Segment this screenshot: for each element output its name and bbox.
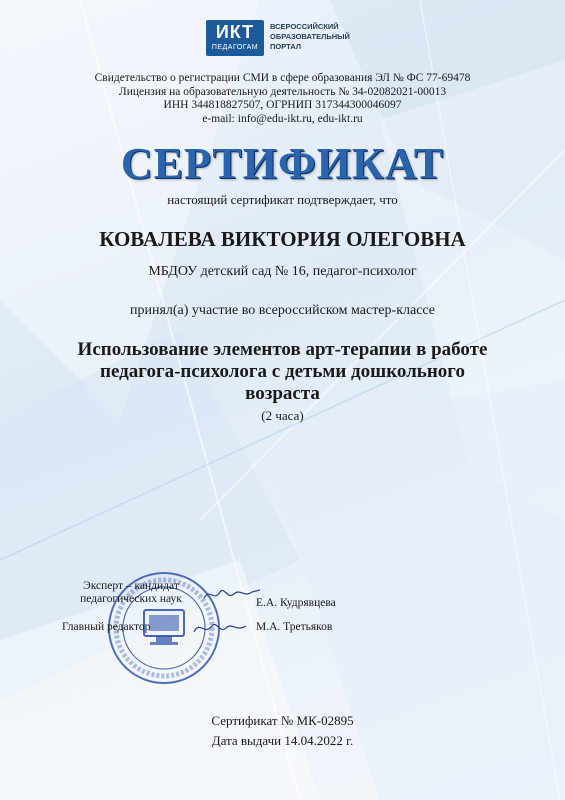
portal-name-line: ПОРТАЛ — [270, 42, 302, 51]
certificate-number: Сертификат № МК-02895 — [211, 713, 354, 728]
portal-name-line: ОБРАЗОВАТЕЛЬНЫЙ — [270, 32, 350, 41]
expert-role-line: Эксперт – кандидат — [83, 580, 179, 592]
duration-text: (2 часа) — [261, 408, 304, 423]
expert-role — [56, 580, 206, 606]
registration-info — [30, 72, 535, 126]
issue-date: Дата выдачи 14.04.2022 г. — [211, 733, 354, 748]
recipient-organization: МБДОУ детский сад № 16, педагог-психолог — [148, 264, 417, 279]
logo-main-text: ИКТ — [215, 22, 255, 42]
certificate-title: СЕРТИФИКАТ — [120, 139, 445, 188]
logo-sub-text: ПЕДАГОГАМ — [211, 44, 259, 51]
editor-name: М.А. Третьяков — [256, 621, 333, 633]
license-line: Лицензия на образовательную деятельность № 34-02082021-00013 — [118, 85, 447, 98]
expert-name: Е.А. Кудрявцева — [256, 597, 336, 609]
contact-line: e-mail: info@edu-ikt.ru, edu-ikt.ru — [202, 112, 363, 125]
topic-line: Использование элементов арт-терапии в работе — [77, 339, 488, 360]
tax-id-line: ИНН 344818827507, ОГРНИП 317344300046097 — [163, 99, 402, 111]
topic-line: педагога-психолога с детьми дошкольного — [100, 361, 465, 382]
portal-logo — [206, 20, 366, 58]
portal-name — [270, 22, 370, 52]
expert-signature — [202, 584, 262, 604]
confirm-text: настоящий сертификат подтверждает, что — [167, 192, 398, 207]
signature-block — [0, 570, 565, 670]
topic-line: возраста — [245, 383, 320, 404]
editor-role: Главный редактор — [62, 621, 151, 633]
recipient-name: КОВАЛЕВА ВИКТОРИЯ ОЛЕГОВНА — [99, 227, 466, 251]
portal-name-line: ВСЕРОССИЙСКИЙ — [270, 22, 339, 31]
participation-text: принял(а) участие во всероссийском мастер-классе — [129, 303, 436, 318]
registration-line: Свидетельство о регистрации СМИ в сфере образования ЭЛ № ФС 77-69478 — [94, 72, 471, 84]
logo-badge — [206, 20, 264, 56]
masterclass-topic — [40, 339, 525, 405]
expert-role-line: педагогических наук — [80, 593, 182, 605]
editor-signature — [190, 616, 250, 638]
